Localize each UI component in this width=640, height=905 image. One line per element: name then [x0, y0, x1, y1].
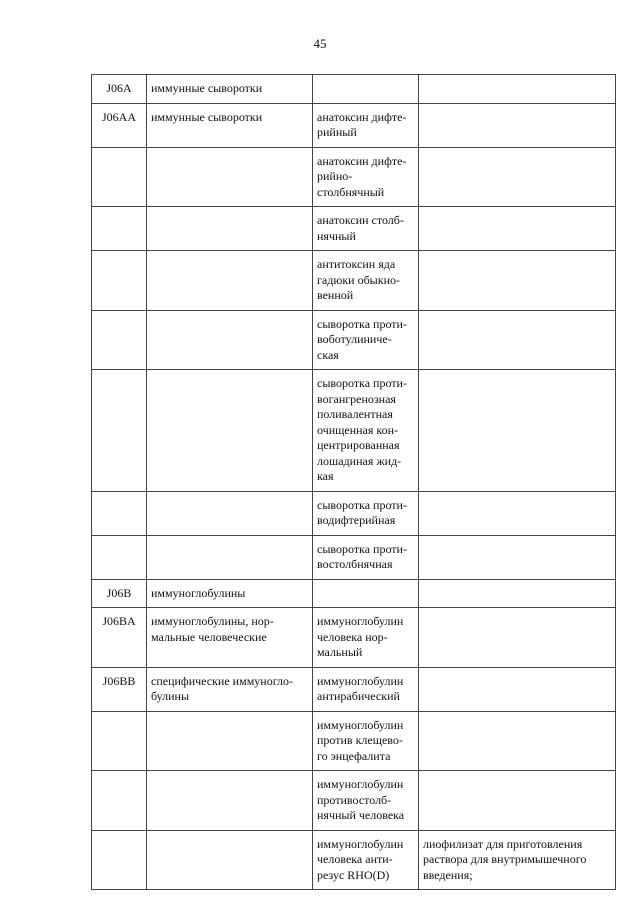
atc-code-cell — [92, 491, 147, 535]
group-name-cell: иммуноглобулины, нор- мальные человеческие — [147, 608, 313, 668]
drug-name-cell: иммуноглобулин противостолб- нячный человека — [313, 771, 419, 831]
dosage-form-cell — [419, 771, 616, 831]
dosage-form-cell — [419, 147, 616, 207]
atc-code-cell — [92, 207, 147, 251]
table-row — [92, 608, 616, 668]
atc-code-cell — [92, 310, 147, 370]
atc-code-cell — [92, 830, 147, 890]
atc-code-cell: J06BB — [92, 667, 147, 711]
dosage-form-cell — [419, 667, 616, 711]
table-row — [92, 711, 616, 771]
dosage-form-cell — [419, 579, 616, 608]
drug-table — [91, 74, 616, 890]
drug-name-cell: сыворотка проти- вогангренозная поливалентная очищенная кон- центрированная лошадиная жид- кая — [313, 370, 419, 492]
dosage-form-cell — [419, 608, 616, 668]
dosage-form-cell — [419, 310, 616, 370]
atc-code-cell — [92, 711, 147, 771]
dosage-form-cell — [419, 370, 616, 492]
group-name-cell: иммуноглобулины — [147, 579, 313, 608]
atc-code-cell — [92, 147, 147, 207]
drug-name-cell: иммуноглобулин человека анти- резус RHO(D) — [313, 830, 419, 890]
atc-code-cell: J06B — [92, 579, 147, 608]
group-name-cell — [147, 491, 313, 535]
atc-code-cell: J06BA — [92, 608, 147, 668]
table-row — [92, 771, 616, 831]
group-name-cell — [147, 830, 313, 890]
page-number: 45 — [313, 36, 327, 51]
table-row — [92, 207, 616, 251]
atc-code-cell: J06A — [92, 75, 147, 104]
drug-name-cell: анатоксин дифте- рийный — [313, 103, 419, 147]
atc-code-cell — [92, 771, 147, 831]
group-name-cell: специфические иммуногло- булины — [147, 667, 313, 711]
drug-name-cell — [313, 579, 419, 608]
atc-code-cell — [92, 251, 147, 311]
drug-name-cell: анатоксин дифте- рийно- столбнячный — [313, 147, 419, 207]
drug-name-cell: иммуноглобулин человека нор- мальный — [313, 608, 419, 668]
group-name-cell: иммунные сыворотки — [147, 103, 313, 147]
drug-name-cell: анатоксин столб- нячный — [313, 207, 419, 251]
table-row — [92, 370, 616, 492]
group-name-cell — [147, 771, 313, 831]
group-name-cell: иммунные сыворотки — [147, 75, 313, 104]
group-name-cell — [147, 310, 313, 370]
group-name-cell — [147, 711, 313, 771]
atc-code-cell — [92, 370, 147, 492]
group-name-cell — [147, 147, 313, 207]
group-name-cell — [147, 370, 313, 492]
drug-name-cell: сыворотка проти- водифтерийная — [313, 491, 419, 535]
dosage-form-cell — [419, 711, 616, 771]
dosage-form-cell — [419, 251, 616, 311]
dosage-form-cell — [419, 75, 616, 104]
dosage-form-cell: лиофилизат для приготовления раствора для внутримышечного введения; — [419, 830, 616, 890]
table-row — [92, 830, 616, 890]
drug-name-cell: иммуноглобулин антирабический — [313, 667, 419, 711]
group-name-cell — [147, 251, 313, 311]
dosage-form-cell — [419, 491, 616, 535]
table-row — [92, 103, 616, 147]
table-row — [92, 667, 616, 711]
table-row — [92, 579, 616, 608]
drug-name-cell — [313, 75, 419, 104]
dosage-form-cell — [419, 103, 616, 147]
table-row — [92, 251, 616, 311]
table-row — [92, 491, 616, 535]
drug-name-cell: сыворотка проти- востолбнячная — [313, 535, 419, 579]
dosage-form-cell — [419, 207, 616, 251]
table-row — [92, 535, 616, 579]
atc-code-cell: J06AA — [92, 103, 147, 147]
atc-code-cell — [92, 535, 147, 579]
dosage-form-cell — [419, 535, 616, 579]
drug-name-cell: антитоксин яда гадюки обыкно- венной — [313, 251, 419, 311]
table-row — [92, 310, 616, 370]
table-row — [92, 75, 616, 104]
group-name-cell — [147, 207, 313, 251]
drug-name-cell: иммуноглобулин против клещево- го энцефалита — [313, 711, 419, 771]
drug-name-cell: сыворотка проти- воботулиниче- ская — [313, 310, 419, 370]
group-name-cell — [147, 535, 313, 579]
table-row — [92, 147, 616, 207]
